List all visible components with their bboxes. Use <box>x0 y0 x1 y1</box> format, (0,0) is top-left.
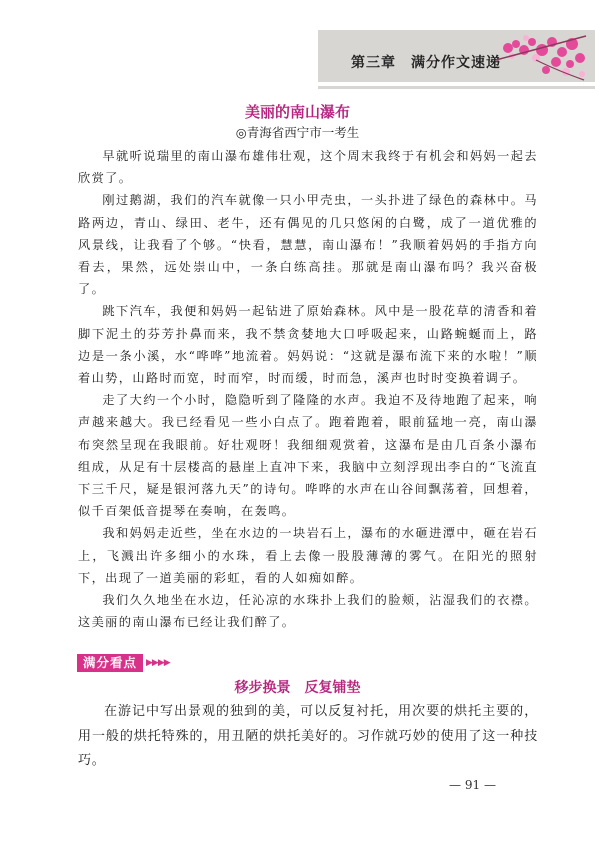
page-number: — 91 — <box>449 778 496 792</box>
comment-body <box>78 700 538 774</box>
highlight-tag-label: 满分看点 <box>77 654 143 672</box>
paragraph: 我们久久地坐在水边，任沁凉的水珠扑上我们的脸颊，沾湿我们的衣襟。这美丽的南山瀑布已经让我们醉了。 <box>78 593 538 630</box>
paragraph: 我和妈妈走近些，坐在水边的一块岩石上，瀑布的水砸进潭中，砸在岩石上，飞溅出许多细小的水珠，看上去像一股股薄薄的雾气。在阳光的照射下，出现了一道美丽的彩虹，看的人如痴如醉。 <box>78 526 538 585</box>
article-byline: ◎青海省西宁市一考生 <box>235 125 360 140</box>
cherry-blossom-icon <box>486 30 590 88</box>
paragraph: 走了大约一个小时，隐隐听到了隆隆的水声。我迫不及待地跑了起来，响声越来越大。我已经看见一些小白点了。跑着跑着，眼前猛地一亮，南山瀑布突然呈现在我眼前。好壮观呀！我细细观赏着，这瀑布是由几百条小瀑布组成，从足有十层楼高的悬崖上直冲下来，我脑中立刻浮现出李白的“飞流直下三千尺，疑是银河落九天”的诗句。哗哗的水声在山谷间飘荡着，回想着，似千百架低音提琴在奏响，在轰鸣。 <box>78 393 538 519</box>
highlight-tag <box>77 654 170 672</box>
paragraph: 跳下汽车，我便和妈妈一起钻进了原始森林。风中是一股花草的清香和着脚下泥土的芬芳扑鼻而来，我不禁贪婪地大口呼吸起来，山路蜿蜒而上，路边是一条小溪，水“哗哗”地流着。妈妈说：“这就是瀑布流下来的水啦！”顺着山势，山路时而宽，时而窄，时而缓，时而急，溪声也时时变换着调子。 <box>78 304 538 386</box>
paragraph: 早就听说瑞里的南山瀑布雄伟壮观，这个周末我终于有机会和妈妈一起去欣赏了。 <box>78 149 538 186</box>
chapter-title: 第三章 满分作文速递 <box>351 55 501 71</box>
article-body <box>78 145 538 633</box>
comment-title: 移步换景 反复铺垫 <box>234 680 361 696</box>
paragraph: 在游记中写出景观的独到的美，可以反复衬托，用次要的烘托主要的，用一般的烘托特殊的，用丑陋的烘托美好的。习作就巧妙的使用了这一种技巧。 <box>78 704 538 768</box>
arrow-icon: ▶▶▶▶ <box>146 658 170 668</box>
paragraph: 刚过鹅湖，我们的汽车就像一只小甲壳虫，一头扑进了绿色的森林中。马路两边，青山、绿田、老牛，还有偶见的几只悠闲的白鹭，成了一道优雅的风景线，让我看了个够。“快看，慧慧，南山瀑布！”我顺着妈妈的手指方向看去，果然，远处崇山中，一条白练高挂。那就是南山瀑布吗？我兴奋极了。 <box>78 193 538 297</box>
article-title: 美丽的南山瀑布 <box>244 103 350 121</box>
